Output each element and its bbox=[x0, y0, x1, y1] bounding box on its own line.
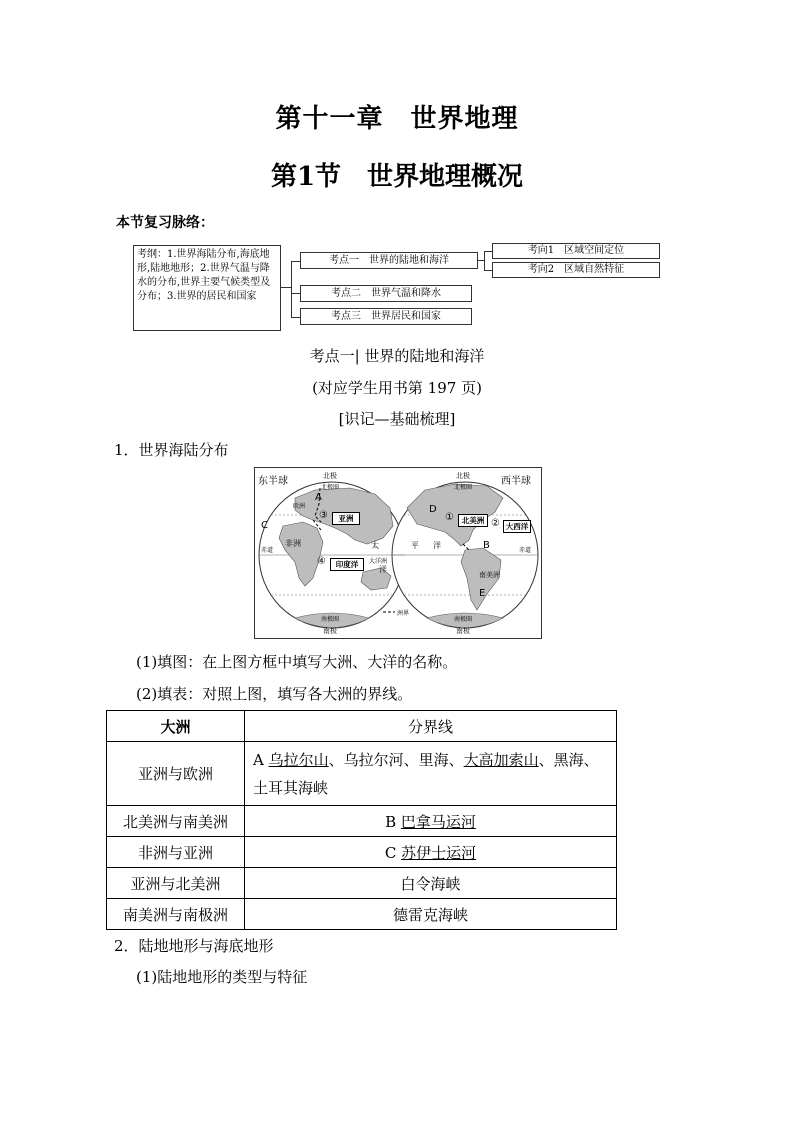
letter-c: C bbox=[261, 520, 268, 531]
header-continent: 大洲 bbox=[107, 711, 245, 742]
table-row bbox=[107, 742, 617, 806]
pacific-west-char2: 洋 bbox=[379, 565, 387, 574]
pacific-west-char1: 太 bbox=[371, 541, 379, 550]
num4-marker: ④ bbox=[317, 556, 326, 567]
row2-boundary: B 巴拿马运河 bbox=[245, 806, 617, 837]
pacific-east-char2: 洋 bbox=[433, 541, 441, 550]
item1-heading: 1．世界海陆分布 bbox=[114, 441, 229, 459]
north-pole-label-e: 北极 bbox=[323, 472, 337, 480]
row3-continent: 非洲与亚洲 bbox=[107, 837, 245, 868]
row5-boundary: 德雷克海峡 bbox=[245, 899, 617, 930]
chapter-title: 第十一章 世界地理 bbox=[275, 104, 519, 134]
memory-tag: [识记—基础梳理] bbox=[338, 410, 456, 428]
south-america-label: 南美洲 bbox=[479, 571, 500, 579]
letter-e: E bbox=[479, 588, 486, 599]
south-pole-label-w: 南极 bbox=[456, 627, 470, 635]
page-reference: (对应学生用书第 197 页) bbox=[312, 379, 482, 397]
north-pole-label-w: 北极 bbox=[456, 472, 470, 480]
south-pole-label-e: 南极 bbox=[323, 627, 337, 635]
letter-d: D bbox=[429, 504, 437, 515]
row1-boundary: A 乌拉尔山、乌拉尔河、里海、大高加索山、黑海、土耳其海峡 bbox=[245, 742, 617, 806]
row2-continent: 北美洲与南美洲 bbox=[107, 806, 245, 837]
question1: (1)填图：在上图方框中填写大洲、大洋的名称。 bbox=[136, 653, 458, 671]
africa-label: 非洲 bbox=[285, 539, 301, 548]
row1-continent: 亚洲与欧洲 bbox=[107, 742, 245, 806]
row4-boundary: 白令海峡 bbox=[245, 868, 617, 899]
oceania-label: 大洋洲 bbox=[369, 558, 388, 565]
table-header-row bbox=[107, 711, 617, 742]
question2: (2)填表：对照上图，填写各大洲的界线。 bbox=[136, 685, 413, 703]
continent-boundary-table bbox=[106, 710, 617, 930]
north-america-answer-box: 北美洲 bbox=[458, 514, 488, 527]
indian-ocean-answer-box: 印度洋 bbox=[330, 558, 364, 571]
table-row bbox=[107, 837, 617, 868]
outline-direction1: 考向1 区域空间定位 bbox=[492, 243, 660, 259]
table-row bbox=[107, 806, 617, 837]
num3-marker: ③ bbox=[319, 510, 328, 521]
legend-label: 洲界 bbox=[397, 610, 410, 617]
equator-label-w: 赤道 bbox=[519, 547, 532, 554]
num2-marker: ② bbox=[491, 518, 500, 529]
outline-point2: 考点二 世界气温和降水 bbox=[300, 285, 472, 302]
outline-point1: 考点一 世界的陆地和海洋 bbox=[300, 252, 478, 269]
antarctic-circle-label-w: 南极圈 bbox=[454, 616, 473, 623]
header-boundary: 分界线 bbox=[245, 711, 617, 742]
east-hemisphere-label: 东半球 bbox=[258, 476, 288, 487]
arctic-circle-label-w: 北极圈 bbox=[454, 484, 473, 491]
pacific-east-char1: 平 bbox=[411, 541, 419, 550]
table-row bbox=[107, 899, 617, 930]
letter-b: B bbox=[483, 540, 490, 551]
outline-direction2: 考向2 区域自然特征 bbox=[492, 262, 660, 278]
arctic-circle-label-e: 北极圈 bbox=[321, 484, 340, 491]
letter-a: A bbox=[315, 492, 322, 503]
europe-label: 欧洲 bbox=[293, 503, 306, 510]
asia-answer-box: 亚洲 bbox=[332, 512, 360, 525]
table-row bbox=[107, 868, 617, 899]
equator-label-e: 赤道 bbox=[261, 547, 274, 554]
item2-heading: 2．陆地地形与海底地形 bbox=[114, 937, 274, 955]
review-heading: 本节复习脉络： bbox=[116, 215, 214, 231]
outline-summary-box: 考纲：1.世界海陆分布,海底地形,陆地地形；2.世界气温与降水的分布,世界主要气候类型及分布；3.世界的居民和国家 bbox=[133, 245, 281, 331]
row3-boundary: C 苏伊士运河 bbox=[245, 837, 617, 868]
outline-point3: 考点三 世界居民和国家 bbox=[300, 308, 472, 325]
atlantic-answer-box: 大西洋 bbox=[503, 520, 531, 533]
item2-subheading: (1)陆地地形的类型与特征 bbox=[136, 968, 308, 986]
row5-continent: 南美洲与南极洲 bbox=[107, 899, 245, 930]
west-hemisphere-label: 西半球 bbox=[501, 476, 531, 487]
section-title: 第1节 世界地理概况 bbox=[270, 162, 524, 192]
antarctic-circle-label-e: 南极圈 bbox=[321, 616, 340, 623]
num1-marker: ① bbox=[445, 512, 454, 523]
row4-continent: 亚洲与北美洲 bbox=[107, 868, 245, 899]
point-heading: 考点一| 世界的陆地和海洋 bbox=[309, 347, 485, 365]
world-map-figure bbox=[254, 467, 542, 639]
